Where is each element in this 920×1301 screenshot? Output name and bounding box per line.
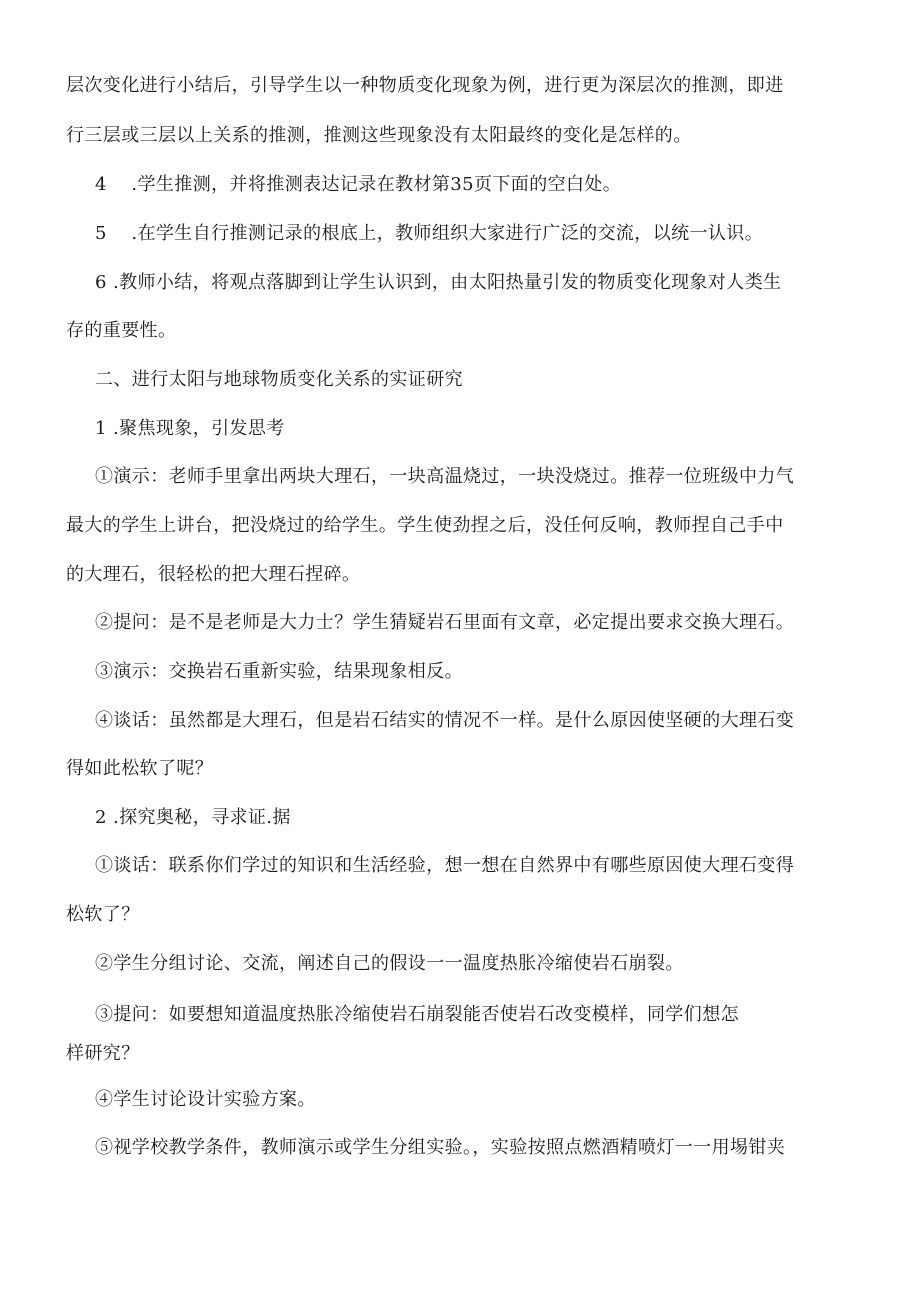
step-item: ③演示：交换岩石重新实验，结果现象相反。 bbox=[95, 661, 463, 682]
step-item: ①谈话：联系你们学过的知识和生活经验，想一想在自然界中有哪些原因使大理石变得 bbox=[95, 855, 795, 876]
paragraph-line: 行三层或三层以上关系的推测，推测这些现象没有太阳最终的变化是怎样的。 bbox=[66, 125, 692, 146]
step-item: ②提问：是不是老师是大力士？学生猜疑岩石里面有文章，必定提出要求交换大理石。 bbox=[95, 612, 795, 633]
list-item-5: 5 .在学生自行推测记录的根底上，教师组织大家进行广泛的交流，以统一认识。 bbox=[95, 223, 764, 244]
step-item: ③提问：如要想知道温度热胀冷缩使岩石崩裂能否使岩石改变模样，同学们想怎 bbox=[95, 1004, 739, 1025]
paragraph-line: 的大理石，很轻松的把大理石捏碎。 bbox=[66, 564, 361, 585]
list-item-6: 6 .教师小结，将观点落脚到让学生认识到，由太阳热量引发的物质变化现象对人类生 bbox=[95, 272, 782, 293]
paragraph-line: 最大的学生上讲台，把没烧过的给学生。学生使劲捏之后，没任何反响，教师捏自己手中 bbox=[66, 515, 784, 536]
subsection-heading-1: 1 .聚焦现象，引发思考 bbox=[95, 418, 285, 439]
paragraph-line: 存的重要性。 bbox=[66, 320, 177, 341]
list-item-4: 4 .学生推测，并将推测表达记录在教材第35页下面的空白处。 bbox=[95, 174, 622, 195]
paragraph-line: 层次变化进行小结后，引导学生以一种物质变化现象为例，进行更为深层次的推测，即进 bbox=[66, 75, 784, 96]
section-heading: 二、进行太阳与地球物质变化关系的实证研究 bbox=[95, 369, 463, 390]
paragraph-line: 松软了？ bbox=[66, 904, 140, 925]
step-item: ④谈话：虽然都是大理石，但是岩石结实的情况不一样。是什么原因使坚硬的大理石变 bbox=[95, 710, 795, 731]
step-item: ②学生分组讨论、交流，阐述自己的假设一一温度热胀冷缩使岩石崩裂。 bbox=[95, 953, 684, 974]
step-item: ④学生讨论设计实验方案。 bbox=[95, 1089, 316, 1110]
paragraph-line: 得如此松软了呢？ bbox=[66, 758, 214, 779]
step-item: ⑤视学校教学条件，教师演示或学生分组实验。，实验按照点燃酒精喷灯一一用埸钳夹 bbox=[95, 1137, 786, 1158]
subsection-heading-2: 2 .探究奥秘，寻求证.据 bbox=[95, 807, 291, 828]
paragraph-line: 样研究？ bbox=[66, 1043, 140, 1064]
step-item: ①演示：老师手里拿出两块大理石，一块高温烧过，一块没烧过。推荐一位班级中力气 bbox=[95, 466, 795, 487]
